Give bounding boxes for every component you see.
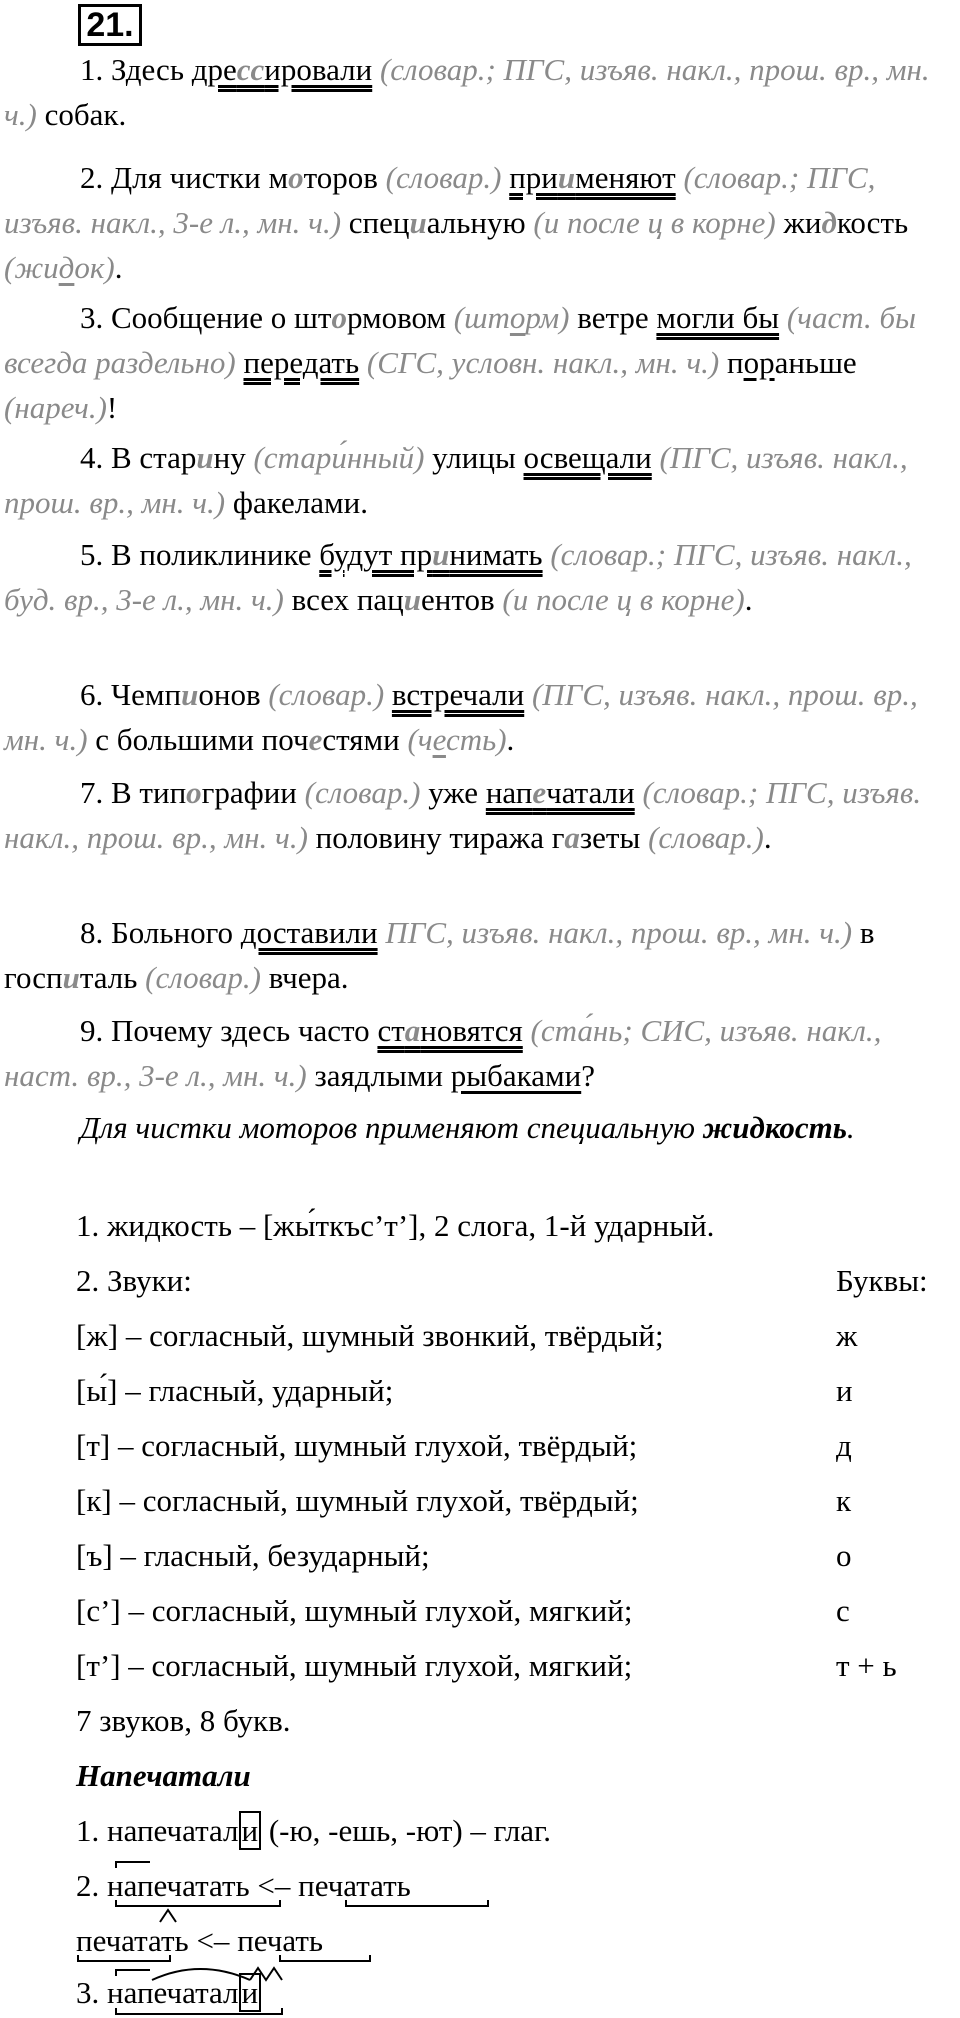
sentence-2: 2. Для чистки моторов (словар.) приименяют (словар.; ПГС, изъяв. накл., 3-е л., мн. ч.) специальную (и после ц в корне) жидкость (жидок). [4,160,909,285]
analysis-line-1: 1. жидкость – [жы́ткъс’т’], 2 слога, 1-й ударный. [76,1208,715,1243]
ending-box: и [239,1811,262,1850]
sounds-header: 2. Звуки: [76,1263,192,1298]
sentence-4: 4. В старину (стари́нный) улицы освещали (ПГС, изъяв. накл., прош. вр., мн. ч.) факелами. [4,440,908,520]
sentence-9: 9. Почему здесь часто становятся (ста́нь; СИС, изъяв. накл., наст. вр., 3-е л., мн. ч.) заядлыми рыбаками? [4,1013,882,1093]
sentence-7: 7. В типографии (словар.) уже напечатали (словар.; ПГС, изъяв. накл., прош. вр., мн. ч.) половину тиража газеты (словар.). [4,775,922,855]
exercise-page: 21. 1. Здесь дрессировали (словар.; ПГС, изъяв. накл., прош. вр., мн. ч.) собак. 2. Для чистки моторов (словар.) приименяют (словар.; ПГС, изъяв. накл., 3-е л., мн. ч.) специальную (и после ц в корне) жидкость (жидок). 3. Сообщение о штормовом (шторм) ветре могли бы (част. бы всегда раздельно) передать (СГС, условн. накл., мн. ч.) пораньше (нареч.)! 4. В старину (стари́нный) улицы освещали (ПГС, изъяв. накл., прош. вр., мн. ч.) факелами. 5. В поликлинике будут принимать (словар.; ПГС, изъяв. накл., буд. вр., 3-е л., мн. ч.) всех пациентов (и после ц в корне). 6. Чемпионов (словар.) встречали (ПГС, изъяв. накл., прош. вр., мн. ч.) с большими почестями (честь). 7. В типографии (словар.) уже напечатали (словар.; ПГС, изъяв. накл., прош. вр., мн. ч.) половину тиража газеты (словар.). 8. Больного доставили ПГС, изъяв. накл., прош. вр., мн. ч.) в госпиталь (словар.) вчера. 9. Почему здесь часто становятся (ста́нь; СИС, изъяв. накл., наст. вр., 3-е л., мн. ч.) заядлыми рыбаками? Для чистки моторов применяют специальную жидкость. 1. жидкость – [жы́ткъс’т’], 2 слога, 1-й ударный. 2. Звуки: Буквы: [ж] – согласный, шумный звонкий, твёрдый; ж [ы́] – гласный, ударный; и [т] – согласный, шумный глухой, твёрдый; д [к] – согласный, шумный глухой, твёрдый; к [ъ] – гласный, безударный; о [с’] – согласный, шумный глухой, мягкий; с [т’] – согласный, шумный глухой, мягкий; т + ь 7 звуков, 8 букв. Напечатали 1. напечатали (-ю, -ешь, -ют) – глаг. 2. напечатать <– печатать печатать <– печать 3. напечатали [0,0,960,2018]
sentence-1: 1. Здесь дрессировали (словар.; ПГС, изъяв. накл., прош. вр., мн. ч.) собак. [4,52,930,132]
sentence-6: 6. Чемпионов (словар.) встречали (ПГС, изъяв. накл., прош. вр., мн. ч.) с большими почестями (честь). [4,677,918,757]
morph-line-1: 1. напечатали (-ю, -ешь, -ют) – глаг. [76,1813,552,1848]
morph-line-3: печатать <– печать [76,1923,323,1958]
morph-line-4: 3. напечатали [76,1970,261,2015]
analysis-sentence: Для чистки моторов применяют специальную жидкость. [80,1110,855,1145]
letters-header: Буквы: [836,1263,928,1298]
sentence-8: 8. Больного доставили ПГС, изъяв. накл., прош. вр., мн. ч.) в госпиталь (словар.) вчера. [4,915,875,995]
sentence-5: 5. В поликлинике будут принимать (словар.; ПГС, изъяв. накл., буд. вр., 3-е л., мн. ч.) всех пациентов (и после ц в корне). [4,537,912,617]
morph-line-2: 2. напечатать <– печатать [76,1868,411,1903]
ending-box: и [239,1973,262,2012]
exercise-number: 21. [78,4,142,46]
sentence-3: 3. Сообщение о штормовом (шторм) ветре могли бы (част. бы всегда раздельно) передать (СГС, условн. накл., мн. ч.) пораньше (нареч.)! [4,300,917,425]
morph-title: Напечатали [76,1758,251,1793]
analysis-summary: 7 звуков, 8 букв. [76,1703,291,1738]
